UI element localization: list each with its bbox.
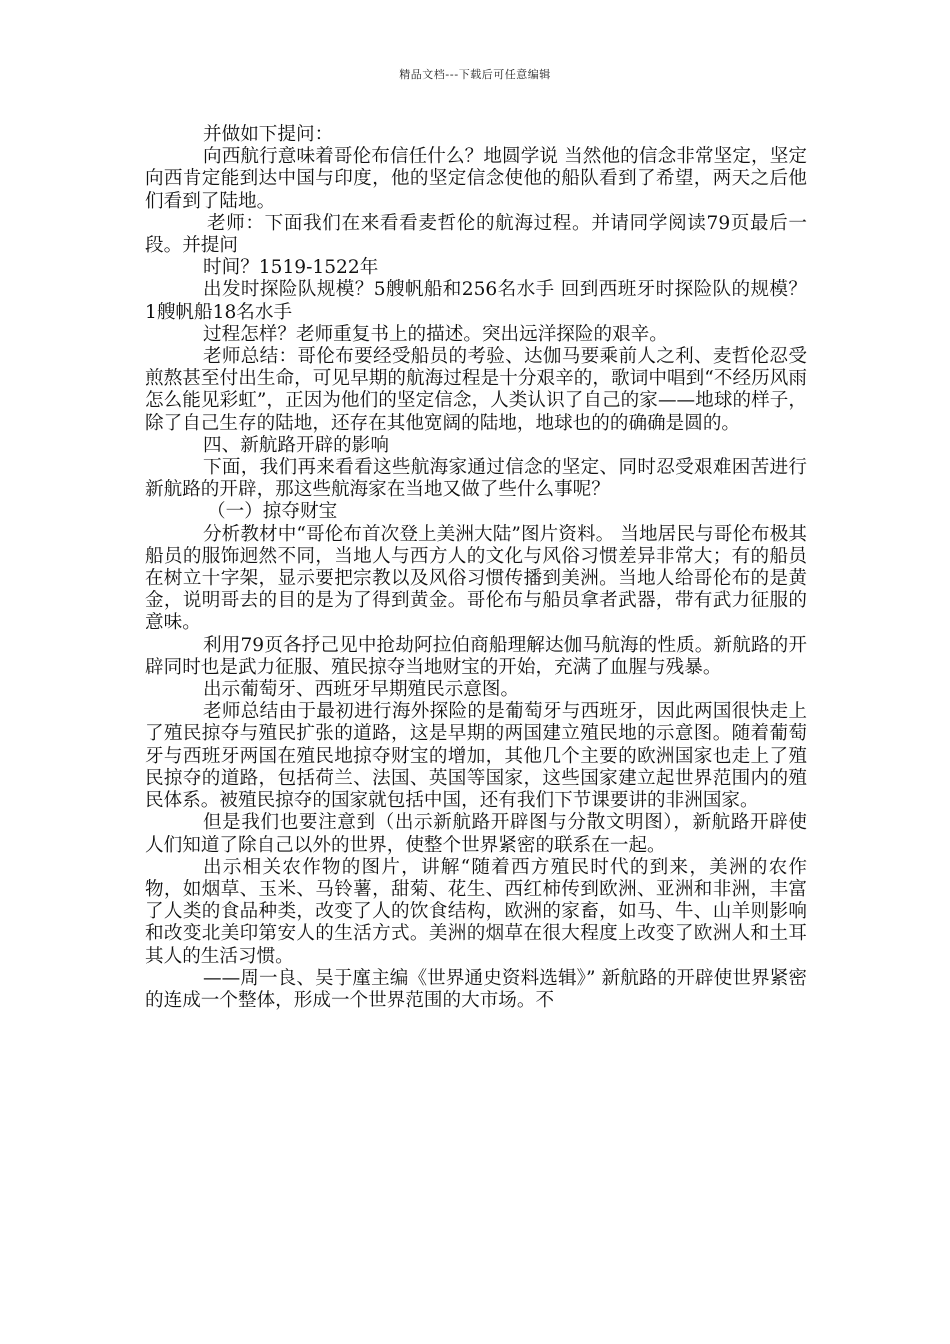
page-header: 精品文档---下载后可任意编辑 xyxy=(399,68,551,81)
paragraph: 出示相关农作物的图片，讲解“随着西方殖民时代的到来，美洲的农作物，如烟草、玉米、马铃薯，甜菊、花生、西红柿传到欧洲、亚洲和非洲，丰富了人类的食品种类，改变了人的饮食结构，欧洲的家畜，如马、牛、山羊则影响和改变北美印第安人的生活方式。美洲的烟草在很大程度上改变了欧洲人和土耳其人的生活习惯。 xyxy=(145,856,807,967)
paragraph: 但是我们也要注意到（出示新航路开辟图与分散文明图），新航路开辟使人们知道了除自己以外的世界，使整个世界紧密的联系在一起。 xyxy=(145,812,807,856)
subsection-heading: （一）掠夺财宝 xyxy=(207,501,338,523)
paragraph: 过程怎样？老师重复书上的描述。突出远洋探险的艰辛。 xyxy=(203,323,668,345)
paragraph: 并做如下提问： xyxy=(203,124,334,145)
citation-paragraph: ——周一良、吴于廑主编《世界通史资料选辑》” 新航路的开辟使世界紧密的连成一个整体，形成一个世界范围的大市场。不 xyxy=(145,967,807,1011)
paragraph: 向西航行意味着哥伦布信任什么？地圆学说 当然他的信念非常坚定，坚定向西肯定能到达中国与印度，他的坚定信念使他的船队看到了希望，两天之后他们看到了陆地。 xyxy=(145,146,807,212)
paragraph: 出示葡萄牙、西班牙早期殖民示意图。 xyxy=(203,679,520,701)
paragraph: 出发时探险队规模？5艘帆船和256名水手 回到西班牙时探险队的规模？1艘帆船18名水手 xyxy=(145,279,807,323)
document-body xyxy=(145,124,807,1012)
paragraph: 老师总结由于最初进行海外探险的是葡萄牙与西班牙，因此两国很快走上了殖民掠夺与殖民扩张的道路，这是早期的两国建立殖民地的示意图。随着葡萄牙与西班牙两国在殖民地掠夺财宝的增加，其他几个主要的欧洲国家也走上了殖民掠夺的道路，包括荷兰、法国、英国等国家，这些国家建立起世界范围内的殖民体系。被殖民掠夺的国家就包括中国，还有我们下节课要讲的非洲国家。 xyxy=(145,701,807,812)
paragraph: 分析教材中“哥伦布首次登上美洲大陆”图片资料。 当地居民与哥伦布极其船员的服饰迥然不同，当地人与西方人的文化与风俗习惯差异非常大；有的船员在树立十字架，显示要把宗教以及风俗习惯传播到美洲。当地人给哥伦布的是黄金，说明哥去的目的是为了得到黄金。哥伦布与船员拿者武器，带有武力征服的意味。 xyxy=(145,523,807,634)
paragraph: 老师：下面我们在来看看麦哲伦的航海过程。并请同学阅读79页最后一段。并提问 xyxy=(145,212,807,257)
paragraph: 老师总结：哥伦布要经受船员的考验、达伽马要乘前人之利、麦哲伦忍受煎熬甚至付出生命，可见早期的航海过程是十分艰辛的，歌词中唱到“不经历风雨怎么能见彩虹”，正因为他们的坚定信念，人类认识了自己的家——地球的样子，除了自己生存的陆地，还存在其他宽阔的陆地，地球也的的确确是圆的。 xyxy=(145,346,807,434)
paragraph: 时间？1519-1522年 xyxy=(203,257,379,279)
section-heading: 四、新航路开辟的影响 xyxy=(203,434,389,456)
paragraph: 利用79页各抒己见中抢劫阿拉伯商船理解达伽马航海的性质。新航路的开辟同时也是武力征服、殖民掠夺当地财宝的开始，充满了血腥与残暴。 xyxy=(145,634,807,678)
paragraph: 下面，我们再来看看这些航海家通过信念的坚定、同时忍受艰难困苦进行新航路的开辟，那这些航海家在当地又做了些什么事呢？ xyxy=(145,457,807,501)
